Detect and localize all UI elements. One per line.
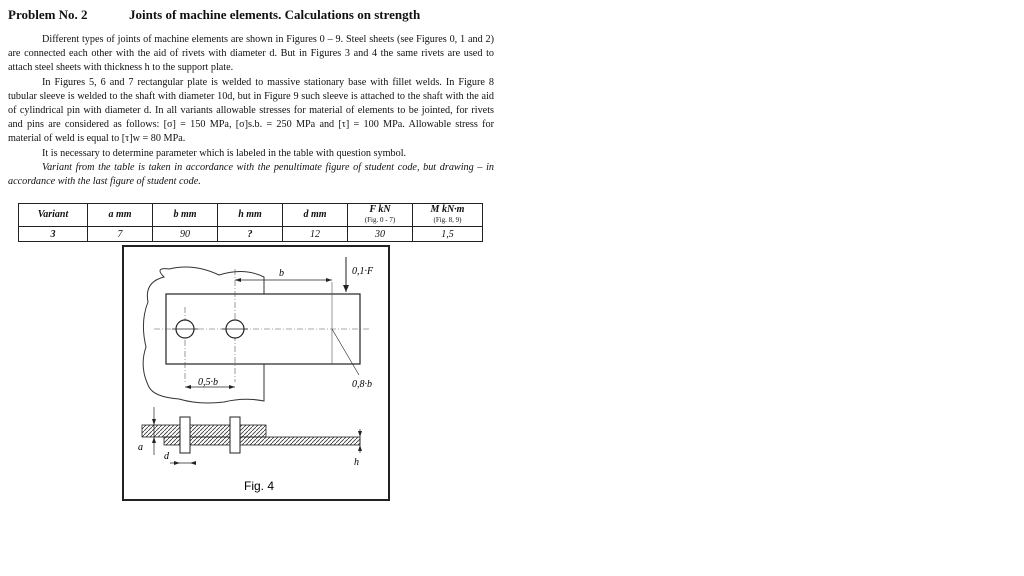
cell-f: 30: [348, 227, 413, 242]
label-h: h: [354, 457, 359, 468]
col-d: d mm: [283, 204, 348, 227]
table-row: [19, 227, 483, 242]
col-f: F kN (Fig. 0 - 7): [348, 204, 413, 227]
problem-title: Joints of machine elements. Calculations on strength: [129, 7, 421, 22]
col-a: a mm: [88, 204, 153, 227]
figure-caption: Fig. 4: [244, 479, 275, 493]
text-body: [8, 33, 494, 189]
support-plate-section: [142, 425, 266, 437]
paragraph-4: Variant from the table is taken in accordance with the penultimate figure of student code, but drawing – in accordance with the last figure of student code.: [8, 161, 494, 188]
col-m: M kN·m (Fig. 8, 9): [413, 204, 483, 227]
parameters-table: [18, 203, 483, 242]
page-header: [8, 7, 421, 23]
figure-4: [122, 245, 390, 501]
col-h: h mm: [218, 204, 283, 227]
cell-d: 12: [283, 227, 348, 242]
paragraph-2: In Figures 5, 6 and 7 rectangular plate is welded to massive stationary base with fillet welds. In Figure 8 tubular sleeve is welded to the shaft with diameter 10d, but in Figure 9 such sleeve is attached to the shaft with the aid of cylindrical pin with diameter d. In all variants allowable stresses for material of elements to be jointed, for rivets and pins are considered as follows: [σ] = 150 MPa, [σ]s.b. = 250 MPa and [τ] = 100 MPa. Allowable stress for material of weld is equal to [τ]w = 80 MPa.: [8, 76, 494, 145]
cell-variant: 3: [19, 227, 88, 242]
cell-a: 7: [88, 227, 153, 242]
label-b: b: [279, 268, 284, 279]
label-force: 0,1·F: [352, 266, 374, 277]
col-variant: Variant: [19, 204, 88, 227]
col-b: b mm: [153, 204, 218, 227]
paragraph-1: Different types of joints of machine elements are shown in Figures 0 – 9. Steel sheets (see Figures 0, 1 and 2) are connected each other with the aid of rivets with diameter d. But in Figures 3 and 4 the same rivets are used to attach steel sheets with thickness h to the support plate.: [8, 34, 494, 74]
cell-b: 90: [153, 227, 218, 242]
label-half-b: 0,5·b: [198, 377, 218, 388]
sheet-section: [164, 437, 360, 445]
label-dist: 0,8·b: [352, 379, 372, 390]
cell-m: 1,5: [413, 227, 483, 242]
label-d: d: [164, 451, 169, 462]
paragraph-3: It is necessary to determine parameter which is labeled in the table with question symbol.: [42, 147, 407, 159]
riveted-joint-drawing: [124, 247, 388, 499]
problem-number: Problem No. 2: [8, 7, 88, 22]
cell-h: ?: [218, 227, 283, 242]
table-header-row: [19, 204, 483, 227]
label-a: a: [138, 442, 143, 453]
